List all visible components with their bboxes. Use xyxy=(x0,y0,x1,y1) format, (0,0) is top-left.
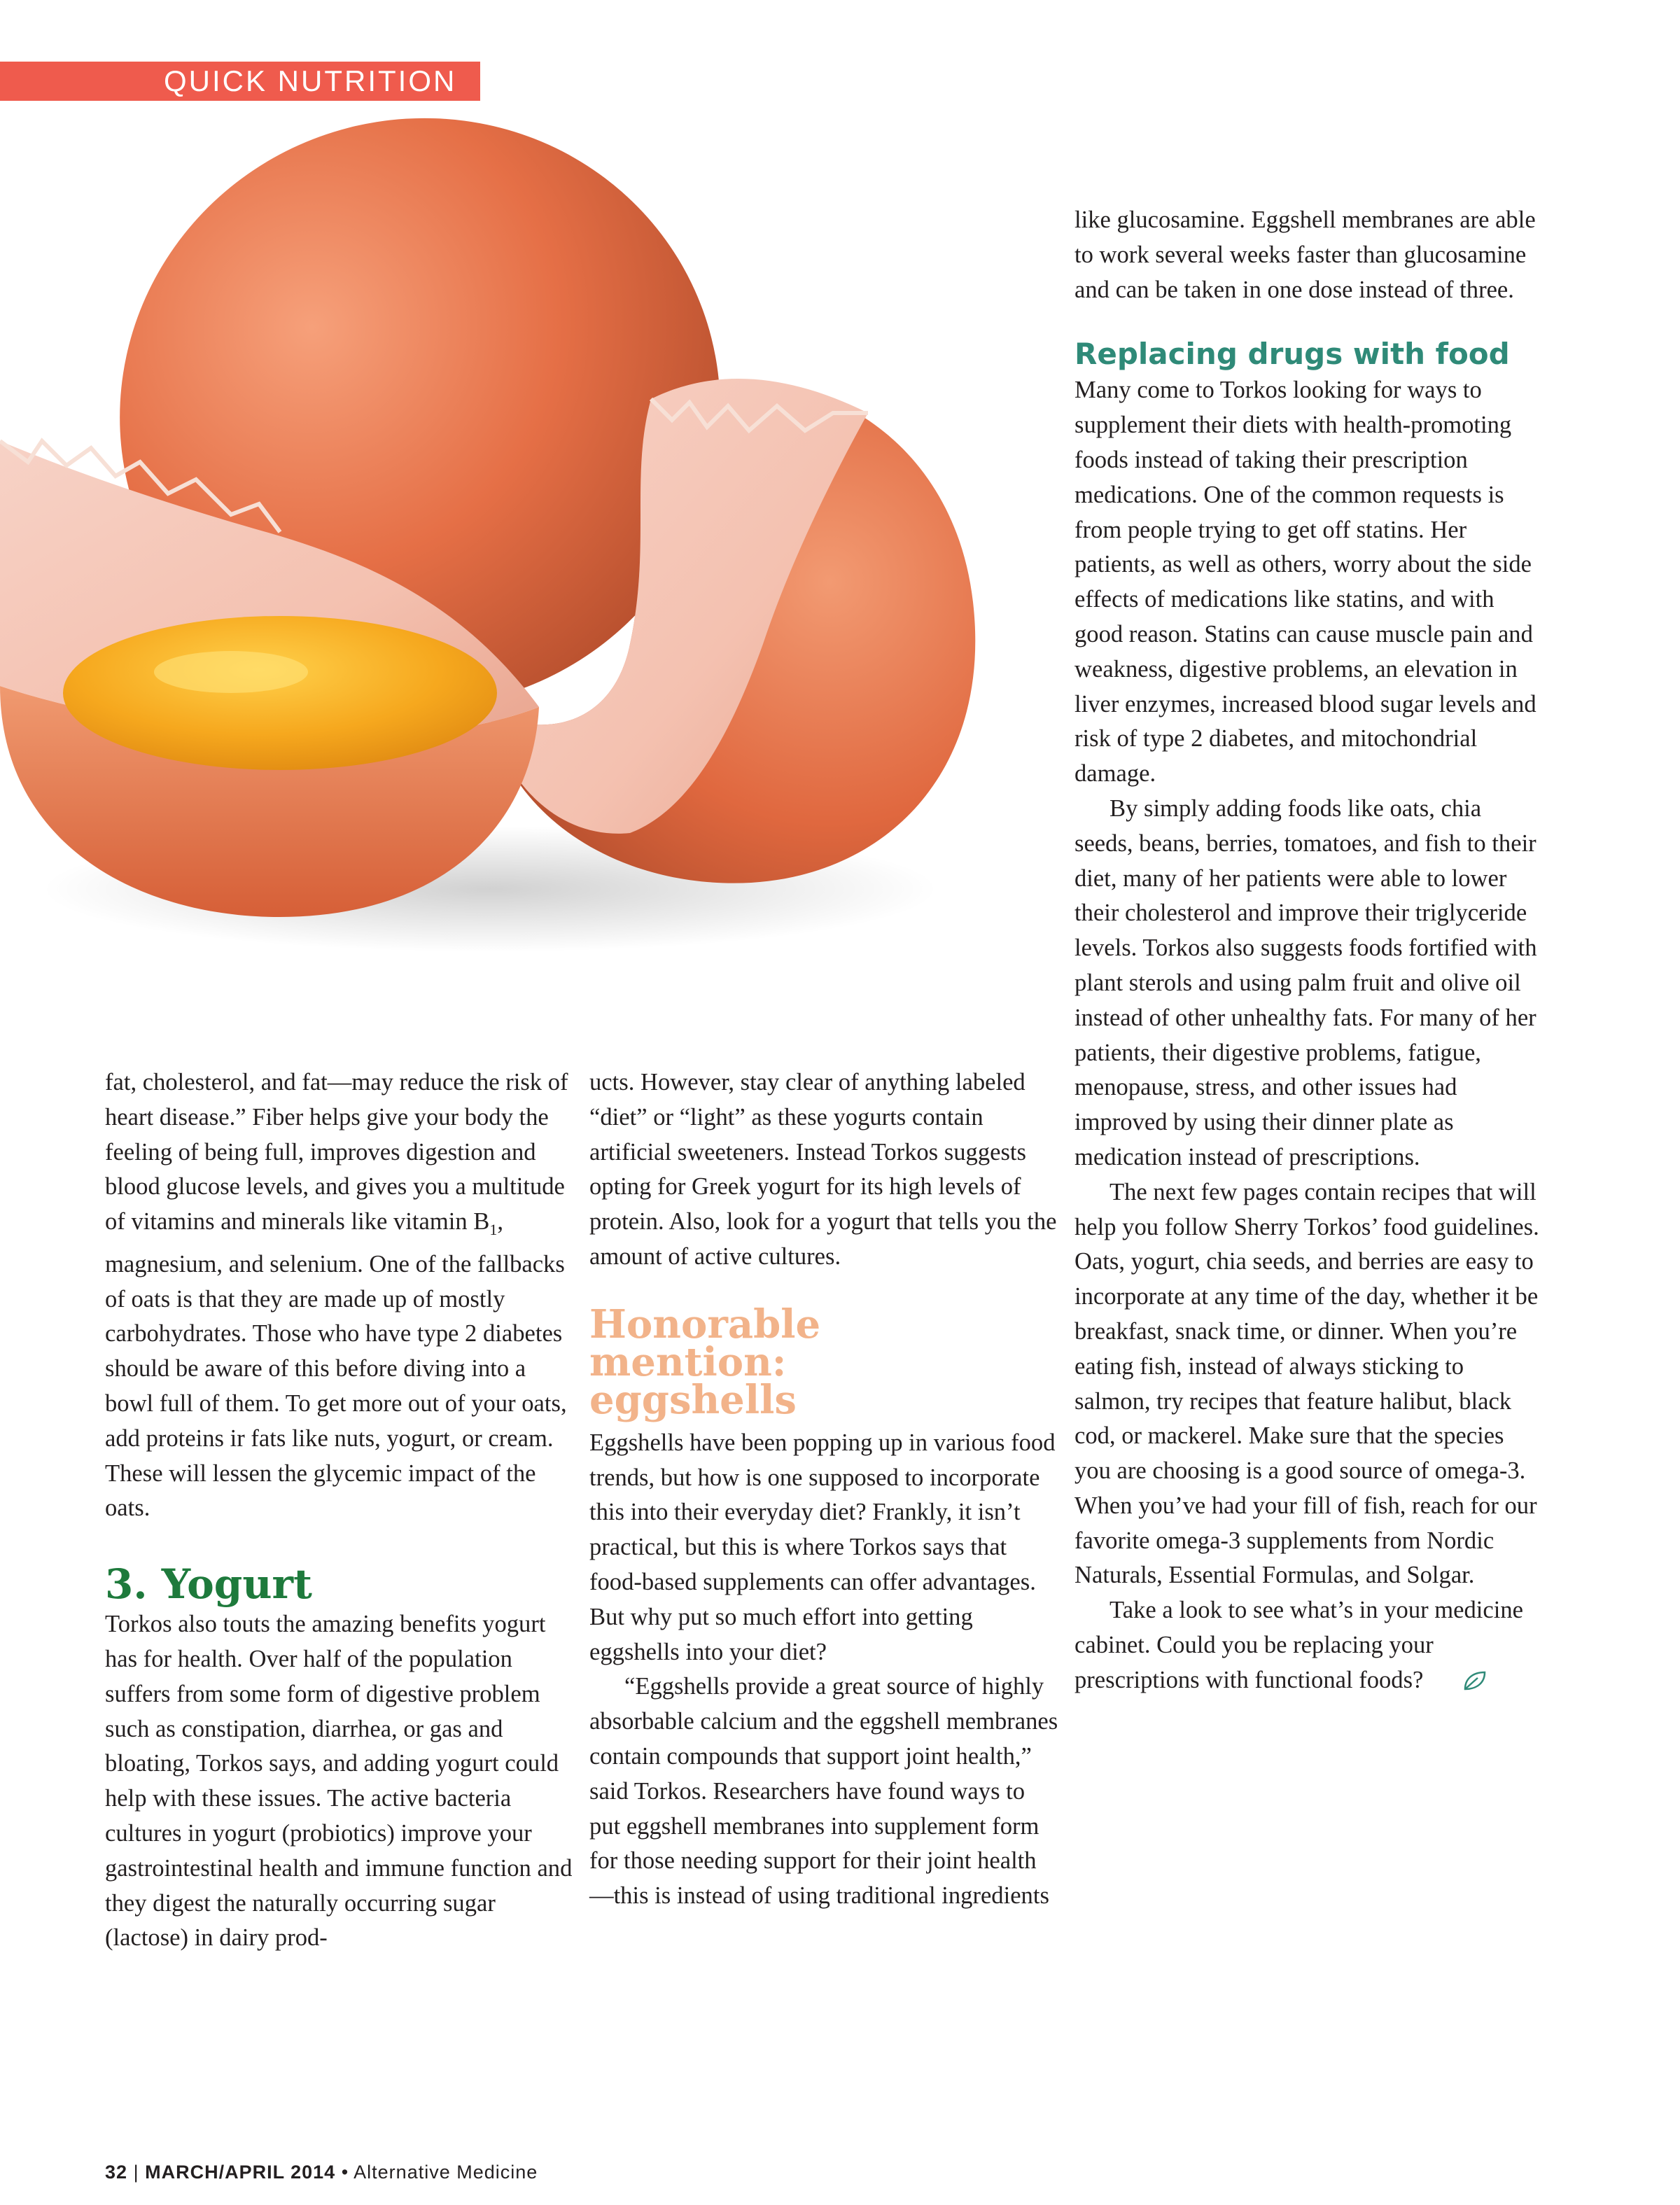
leaf-end-icon xyxy=(1427,1667,1488,1702)
eggshells-quote-paragraph: “Eggshells provide a great source of highly absorbable calcium and the eggshell membranes contain compounds that support joint health,” said Torkos. Researchers have found ways to put eggshell membranes into supplement form for those needing support for their joint health—this is instead of using traditional ingredients xyxy=(589,1673,1058,1910)
issue-date: MARCH/APRIL 2014 xyxy=(145,2162,336,2183)
heading-replacing-drugs: Replacing drugs with food xyxy=(1074,337,1510,372)
column-1 xyxy=(105,1065,574,1956)
eggshells-paragraph: Eggshells have been popping up in various food trends, but how is one supposed to incorporate this into their everyday diet? Frankly, it isn’t practical, but this is where Torkos says that food-based supplements can offer advantages. But why put so much effort into getting eggshells into your diet? xyxy=(589,1429,1056,1665)
closing-paragraph: Take a look to see what’s in your medicine cabinet. Could you be replacing your prescriptions with functional foods? xyxy=(1074,1593,1544,1702)
heading-eggshells: Honorable mention: eggshells xyxy=(589,1301,821,1423)
diet-paragraph: By simply adding foods like oats, chia seeds, beans, berries, tomatoes, and fish to their diet, many of her patients were able to lower their cholesterol and improve their triglyceride levels. Torkos also suggests foods fortified with plant sterols and using palm fruit and olive oil instead of other unhealthy fats. For many of her patients, their digestive problems, fatigue, menopause, stress, and other issues had improved by using their dinner plate as medication instead of prescriptions. xyxy=(1074,794,1537,1170)
column-3 xyxy=(1074,203,1544,1702)
hero-egg-image xyxy=(0,112,1036,1064)
footer-bullet: • xyxy=(341,2162,349,2183)
statins-paragraph: Many come to Torkos looking for ways to supplement their diets with health-promoting foods instead of taking their prescription medications. One of the common requests is from people trying to get off statins. Her patients, as well as others, worry about the side effects of medications like statins, and with good reason. Statins can cause muscle pain and weakness, digestive problems, an elevation in liver enzymes, increased blood sugar levels and risk of type 2 diabetes, and mitochondrial damage. xyxy=(1074,377,1536,788)
column-2 xyxy=(589,1065,1058,1914)
footer-separator: | xyxy=(133,2162,139,2183)
glucosamine-paragraph: like glucosamine. Eggshell membranes are able to work several weeks faster than glucosamine and can be taken in one dose instead of three. xyxy=(1074,206,1536,303)
magazine-name: Alternative Medicine xyxy=(354,2162,538,2183)
section-tag: QUICK NUTRITION xyxy=(0,62,480,101)
oats-paragraph: fat, cholesterol, and fat—may reduce the risk of heart disease.” Fiber helps give your body the feeling of being full, improves digestion and blood glucose levels, and gives you a multitude of vitamins and minerals like vitamin $B_1$, magnesium, and selenium. One of the fallbacks of oats is that they are made up of mostly carbohydrates. Those who have type 2 diabetes should be aware of this before diving into a bowl full of them. To get more out of your oats, add proteins ir fats like nuts, yogurt, or cream. These will lessen the glycemic impact of the oats. xyxy=(105,1069,568,1522)
page-number: 32 xyxy=(105,2162,128,2183)
yogurt-paragraph: Torkos also touts the amazing benefits yogurt has for health. Over half of the population suffers from some form of digestive problem such as constipation, diarrhea, or gas and bloating, Torkos says, and adding yogurt could help with these issues. The active bacteria cultures in yogurt (probiotics) improve your gastrointestinal health and immune function and they digest the naturally occurring sugar (lactose) in dairy prod- xyxy=(105,1611,573,1952)
heading-yogurt: 3. Yogurt xyxy=(105,1560,312,1609)
yogurt-continued-paragraph: ucts. However, stay clear of anything labeled “diet” or “light” as these yogurts contain artificial sweeteners. Instead Torkos suggests opting for Greek yogurt for its high levels of protein. Also, look for a yogurt that tells you the amount of active cultures. xyxy=(589,1069,1057,1270)
page-footer xyxy=(105,2162,538,2183)
recipes-paragraph: The next few pages contain recipes that will help you follow Sherry Torkos’ food guidelines. Oats, yogurt, chia seeds, and berries are easy to incorporate at any time of the day, whether it be breakfast, snack time, or dinner. When you’re eating fish, instead of always sticking to salmon, try recipes that feature halibut, black cod, or mackerel. Make sure that the species you are choosing is a good source of omega-3. When you’ve had your fill of fish, reach for our favorite omega-3 supplements from Nordic Naturals, Essential Formulas, and Solgar. xyxy=(1074,1178,1539,1589)
